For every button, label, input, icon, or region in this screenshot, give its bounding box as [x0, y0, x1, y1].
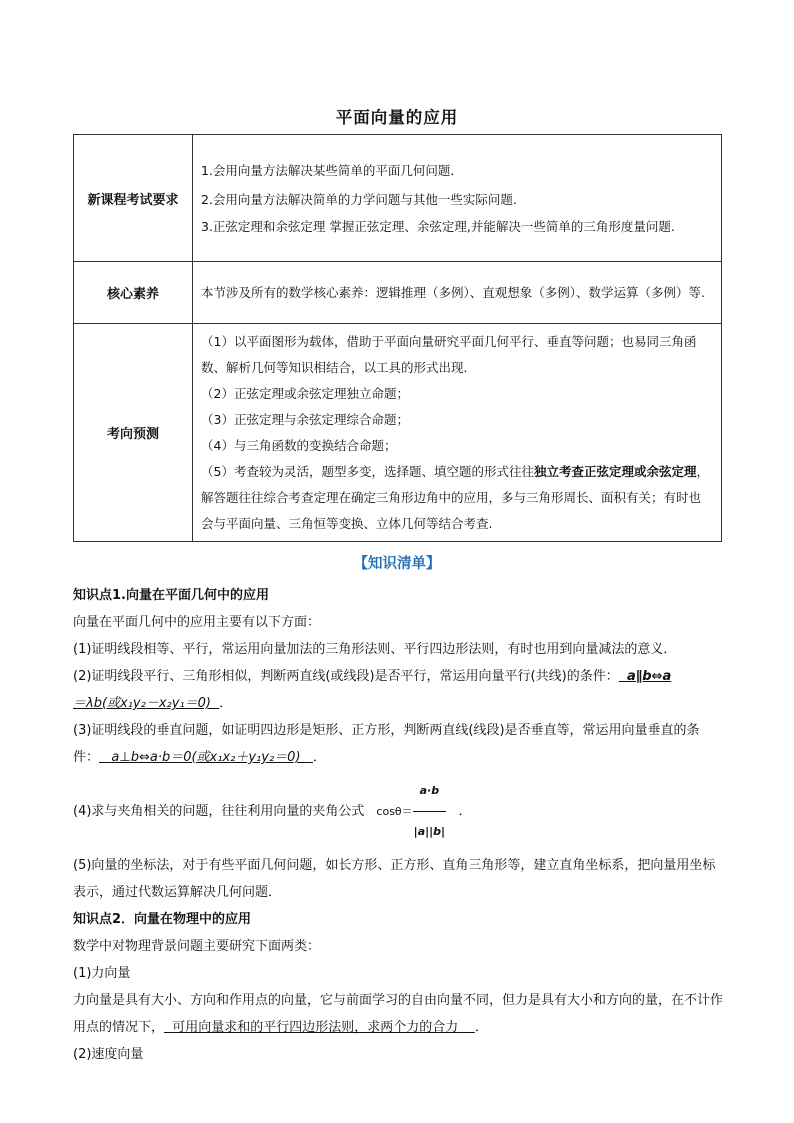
forecast-emphasis: 独立考查正弦定理或余弦定理	[533, 463, 697, 479]
forecast-line: （2）正弦定理或余弦定理独立命题；	[201, 385, 409, 401]
forecast-text: ，解答题往往综合考查定理在确定三角形边角中的应用，多与三角形周长、面积有关；有时也会与平面向量、三角恒等变换、立体几何等结合考查.	[201, 463, 709, 531]
requirement-line: 3.正弦定理和余弦定理 掌握正弦定理、余弦定理,并能解决一些简单的三角形度量问题.	[201, 219, 675, 234]
item-text: (2)证明线段平行、三角形相似，判断两直线(或线段)是否平行，常运用向量平行(共线)的条件：	[73, 669, 619, 684]
answer-blank	[164, 1020, 475, 1035]
answer-text: a∥b⇔a	[626, 669, 672, 684]
row-content-forecast	[193, 324, 722, 542]
kp1-intro: 向量在平面几何中的应用主要有以下方面：	[73, 615, 321, 630]
kp2-sub-1: (1)力向量	[73, 966, 131, 981]
cosine-formula	[376, 771, 446, 852]
kp2-item-1: 力向量是具有大小、方向和作用点的向量，它与前面学习的自由向量不同，但力是具有大小和方向的量，在不计作用点的情况下， 可用向量求和的平行四边形法则，求两个力的合力 ．	[73, 993, 724, 1035]
kp2-intro: 数学中对物理背景问题主要研究下面两类：	[73, 939, 321, 954]
item-text: (3)证明线段的垂直问题，如证明四边形是矩形、正方形，判断两直线(线段)是否垂直等，常运用向量垂直的条件：	[73, 723, 700, 765]
table-row	[74, 135, 722, 262]
row-label-forecast: 考向预测	[74, 324, 193, 542]
kp2-heading: 知识点2．向量在物理中的应用	[73, 912, 252, 927]
forecast-line: （1）以平面图形为载体，借助于平面向量研究平面几何平行、垂直等问题；也易同三角函数、解析几何等知识相结合，以工具的形式出现．	[201, 333, 697, 375]
forecast-line: （3）正弦定理与余弦定理综合命题；	[201, 411, 409, 427]
row-label-literacy: 核心素养	[74, 262, 193, 324]
kp1-heading: 知识点1.向量在平面几何中的应用	[73, 588, 269, 603]
answer-text: 可用向量求和的平行四边形法则，求两个力的合力	[172, 1020, 459, 1035]
kp1-item-3: (3)证明线段的垂直问题，如证明四边形是矩形、正方形，判断两直线(线段)是否垂直等，常运用向量垂直的条件： a⊥b⇔a·b＝0(或x₁x₂＋y₁y₂＝0) ．	[73, 723, 700, 765]
kp1-item-2: (2)证明线段平行、三角形相似，判断两直线(或线段)是否平行，常运用向量平行(共线)的条件： a∥b⇔a ＝λb(或x₁y₂－x₂y₁＝0) ．	[73, 669, 672, 711]
kp1-item-1: (1)证明线段相等、平行，常运用向量加法的三角形法则、平行四边形法则，有时也用到向量减法的意义．	[73, 642, 677, 657]
answer-blank	[99, 750, 313, 765]
requirement-line: 2.会用向量方法解决简单的力学问题与其他一些实际问题.	[201, 192, 517, 207]
kp1-item-4: (4)求与夹角相关的问题，往往利用向量的夹角公式 cosθ＝ $\frac{a\cdot b}{|a||b|}$ ．	[73, 771, 723, 852]
page-title: 平面向量的应用	[335, 108, 459, 127]
kp2-sub-2: (2)速度向量	[73, 1047, 144, 1062]
item-text: (4)求与夹角相关的问题，往往利用向量的夹角公式	[73, 804, 365, 819]
row-label-requirements: 新课程考试要求	[74, 135, 193, 262]
cos-label: cosθ＝	[376, 805, 413, 818]
table-row	[74, 262, 722, 324]
fraction	[413, 771, 446, 852]
literacy-line: 本节涉及所有的数学核心素养：逻辑推理（多例）、直观想象（多例）、数学运算（多例）等.	[201, 284, 705, 300]
answer-text: ＝λb(或x₁y₂－x₂y₁＝0)	[73, 696, 211, 711]
kp1-item-5: (5)向量的坐标法，对于有些平面几何问题，如长方形、正方形、直角三角形等，建立直角坐标系，把向量用坐标表示，通过代数运算解决几何问题．	[73, 858, 716, 900]
row-content-requirements	[193, 135, 722, 262]
fraction-numerator: a·b	[413, 771, 446, 812]
requirements-table	[73, 134, 722, 542]
table-row	[74, 324, 722, 542]
row-content-literacy	[193, 262, 722, 324]
requirement-line: 1.会用向量方法解决某些简单的平面几何问题．	[201, 163, 463, 178]
section-title: 【知识清单】	[353, 556, 441, 572]
forecast-line: （4）与三角函数的变换结合命题；	[201, 437, 397, 453]
forecast-line	[201, 459, 713, 537]
answer-text: a⊥b⇔a·b＝0(或x₁x₂＋y₁y₂＝0)	[111, 750, 301, 765]
forecast-text: （5）考查较为灵活，题型多变，选择题、填空题的形式往往	[201, 463, 534, 479]
item-text: 力向量是具有大小、方向和作用点的向量，它与前面学习的自由向量不同，但力是具有大小和方向的量，在不计作用点的情况下，	[73, 993, 724, 1035]
knowledge-body	[73, 582, 723, 1068]
fraction-denominator: |a||b|	[413, 825, 446, 838]
